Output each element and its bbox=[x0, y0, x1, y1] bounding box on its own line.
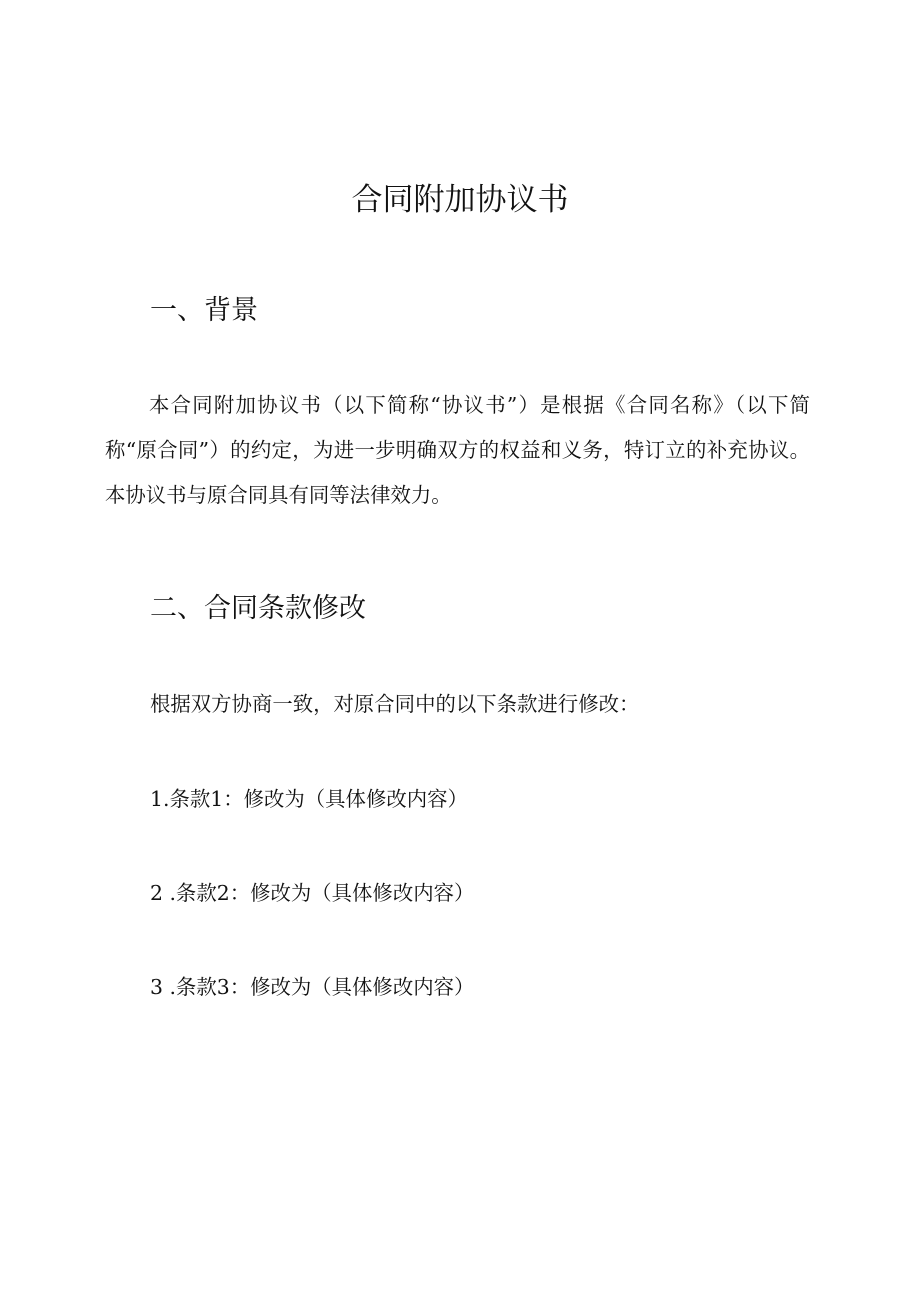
document-title: 合同附加协议书 bbox=[351, 182, 569, 218]
section-heading-background: 一、背景 bbox=[150, 295, 258, 326]
clause-item-3: 3 .条款3：修改为（具体修改内容） bbox=[150, 975, 475, 999]
background-paragraph: 本合同附加协议书（以下简称“协议书”）是根据《合同名称》（以下简称“原合同”）的约定，为进一步明确双方的权益和义务，特订立的补充协议。本协议书与原合同具有同等法律效力。 bbox=[105, 393, 810, 507]
modification-intro-text: 根据双方协商一致，对原合同中的以下条款进行修改： bbox=[150, 692, 640, 716]
section-heading-clause-modification: 二、合同条款修改 bbox=[150, 593, 366, 624]
clause-item-1: 1.条款1：修改为（具体修改内容） bbox=[150, 787, 468, 811]
clause-item-2: 2 .条款2：修改为（具体修改内容） bbox=[150, 881, 475, 905]
